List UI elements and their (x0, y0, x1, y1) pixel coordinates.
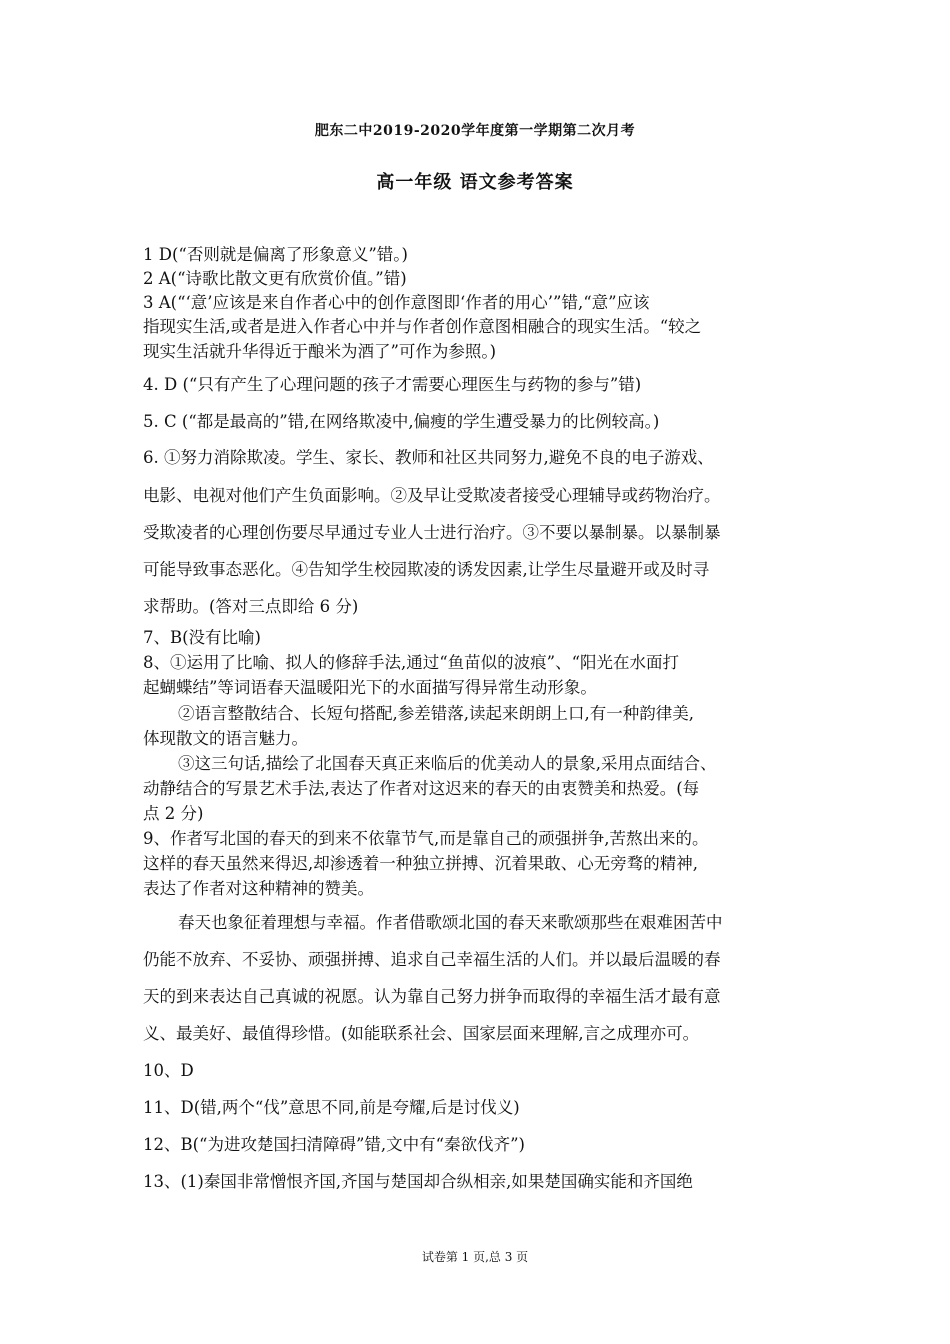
answer-line: 2 A(“诗歌比散文更有欣赏价值。”错) (143, 269, 407, 288)
answer-line: 这样的春天虽然来得迟,却渗透着一种独立拼搏、沉着果敢、心无旁骛的精神, (143, 854, 698, 873)
answer-line: 可能导致事态恶化。④告知学生校园欺凌的诱发因素,让学生尽量避开或及时寻 (143, 560, 710, 579)
answer-line: 8、①运用了比喻、拟人的修辞手法,通过“鱼苗似的波痕”、“阳光在水面打 (143, 653, 680, 672)
answer-line: 指现实生活,或者是进入作者心中并与作者创作意图相融合的现实生活。“较之 (143, 317, 702, 336)
answer-line: 12、B(“为进攻楚国扫清障碍”错,文中有“秦欲伐齐”) (143, 1135, 525, 1154)
answer-line: 1 D(“否则就是偏离了形象意义”错。) (143, 245, 408, 264)
answer-line: 体现散文的语言魅力。 (143, 729, 308, 748)
answer-line: 义、最美好、最值得珍惜。(如能联系社会、国家层面来理解,言之成理亦可。 (143, 1024, 700, 1043)
answer-line: 点 2 分) (143, 804, 204, 823)
document-title: 肥东二中2019-2020学年度第一学期第二次月考 (314, 123, 636, 139)
answer-line: 求帮助。(答对三点即给 6 分) (143, 597, 359, 616)
answer-line: ②语言整散结合、长短句搭配,参差错落,读起来朗朗上口,有一种韵律美, (178, 704, 694, 723)
answer-line: 电影、电视对他们产生负面影响。②及早让受欺凌者接受心理辅导或药物治疗。 (143, 486, 721, 505)
answer-line: 13、(1)秦国非常憎恨齐国,齐国与楚国却合纵相亲,如果楚国确实能和齐国绝 (143, 1172, 693, 1191)
document-subtitle: 高一年级 语文参考答案 (376, 172, 574, 193)
answer-line: 4. D (“只有产生了心理问题的孩子才需要心理医生与药物的参与”错) (143, 375, 642, 394)
answer-line: 现实生活就升华得近于酿米为酒了”可作为参照。) (143, 342, 497, 361)
answer-line: ③这三句话,描绘了北国春天真正来临后的优美动人的景象,采用点面结合、 (178, 754, 717, 773)
answer-line: 春天也象征着理想与幸福。作者借歌颂北国的春天来歌颂那些在艰难困苦中 (178, 913, 723, 932)
answer-line: 受欺凌者的心理创伤要尽早通过专业人士进行治疗。③不要以暴制暴。以暴制暴 (143, 523, 721, 542)
answer-line: 动静结合的写景艺术手法,表达了作者对这迟来的春天的由衷赞美和热爱。(每 (143, 779, 700, 798)
answer-line: 起蝴蝶结”等词语春天温暖阳光下的水面描写得异常生动形象。 (143, 678, 597, 697)
answer-line: 3 A(“‘意’应该是来自作者心中的创作意图即‘作者的用心’”错,“意”应该 (143, 293, 650, 312)
answer-line: 7、B(没有比喻) (143, 628, 261, 647)
answer-line: 表达了作者对这种精神的赞美。 (143, 879, 374, 898)
answer-line: 仍能不放弃、不妥协、顽强拼搏、追求自己幸福生活的人们。并以最后温暖的春 (143, 950, 721, 969)
page-footer: 试卷第 1 页,总 3 页 (421, 1250, 529, 1264)
answer-line: 10、D (143, 1061, 194, 1080)
answer-line: 5. C (“都是最高的”错,在网络欺凌中,偏瘦的学生遭受暴力的比例较高。) (143, 412, 660, 431)
answer-line: 11、D(错,两个“伐”意思不同,前是夸耀,后是讨伐义) (143, 1098, 520, 1117)
answer-line: 6. ①努力消除欺凌。学生、家长、教师和社区共同努力,避免不良的电子游戏、 (143, 448, 714, 467)
answer-line: 9、作者写北国的春天的到来不依靠节气,而是靠自己的顽强拼争,苦熬出来的。 (143, 829, 709, 848)
answer-line: 天的到来表达自己真诚的祝愿。认为靠自己努力拼争而取得的幸福生活才最有意 (143, 987, 721, 1006)
